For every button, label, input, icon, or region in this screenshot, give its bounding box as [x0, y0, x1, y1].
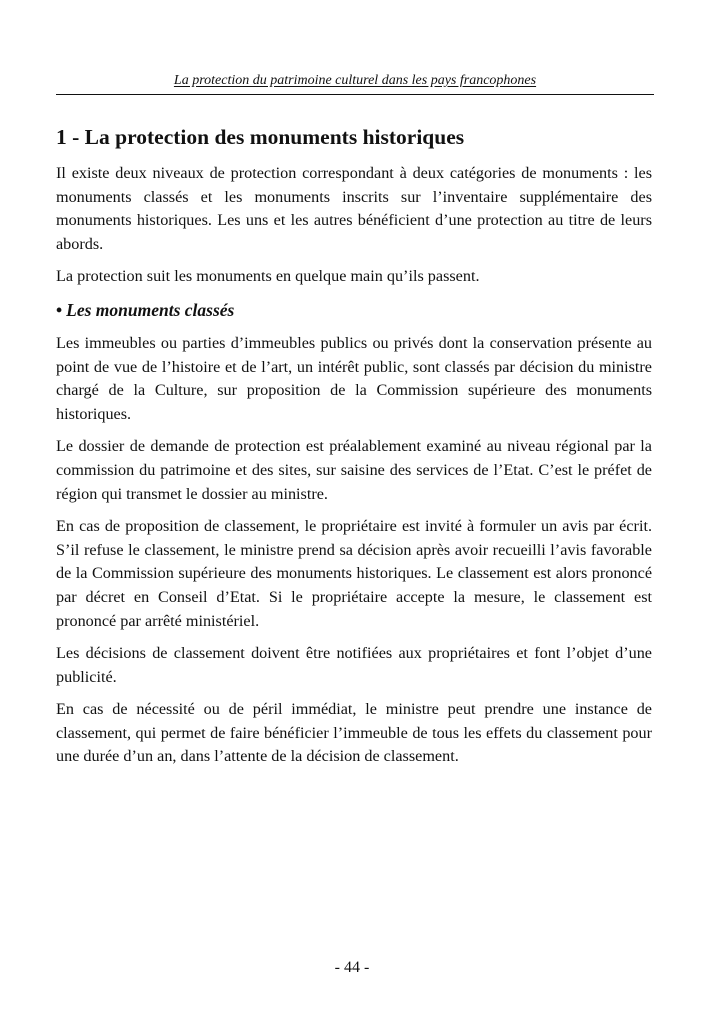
- body-paragraph: Les immeubles ou parties d’immeubles publics ou privés dont la conservation présente au point de vue de l’histoire et de l’art, un intérêt public, sont classés par décision du ministre chargé de la Culture, sur proposition de la Commission supérieure des monuments historiques.: [56, 333, 652, 423]
- running-header: La protection du patrimoine culturel dans les pays francophones: [173, 73, 537, 88]
- page-body: [56, 124, 652, 778]
- body-paragraph: Le dossier de demande de protection est préalablement examiné au niveau régional par la commission du patrimoine et des sites, sur saisine des services de l’Etat. C’est le préfet de région qui transmet le dossier au ministre.: [56, 437, 652, 503]
- intro-paragraph: Il existe deux niveaux de protection correspondant à deux catégories de monuments : les monuments classés et les monuments inscrits sur l’inventaire supplémentaire des monuments historiques. Les uns et les autres bénéficient d’une protection au titre de leurs abords.: [56, 164, 652, 253]
- page-number: - 44 -: [334, 959, 370, 976]
- bullet-icon: •: [56, 299, 63, 320]
- intro-paragraph: La protection suit les monuments en quelque main qu’ils passent.: [56, 267, 480, 286]
- body-paragraph: Les décisions de classement doivent être notifiées aux propriétaires et font l’objet d’une publicité.: [56, 644, 652, 686]
- header-rule: [56, 94, 654, 95]
- section-title: 1 - La protection des monuments historiques: [56, 125, 465, 149]
- body-paragraph: En cas de nécessité ou de péril immédiat, le ministre peut prendre une instance de classement, qui permet de faire bénéficier l’immeuble de tous les effets du classement pour une durée d’un an, dans l’attente de la décision de classement.: [56, 700, 652, 766]
- subsection-title: Les monuments classés: [66, 299, 235, 320]
- subsection-heading: [56, 298, 652, 322]
- body-paragraph: En cas de proposition de classement, le propriétaire est invité à formuler un avis par écrit. S’il refuse le classement, le ministre prend sa décision après avoir recueilli l’avis favorable de la Commission supérieure des monuments historiques. Le classement est alors prononcé par décret en Conseil d’Etat. Si le propriétaire accepte la mesure, le classement est prononcé par arrêté ministériel.: [56, 517, 652, 630]
